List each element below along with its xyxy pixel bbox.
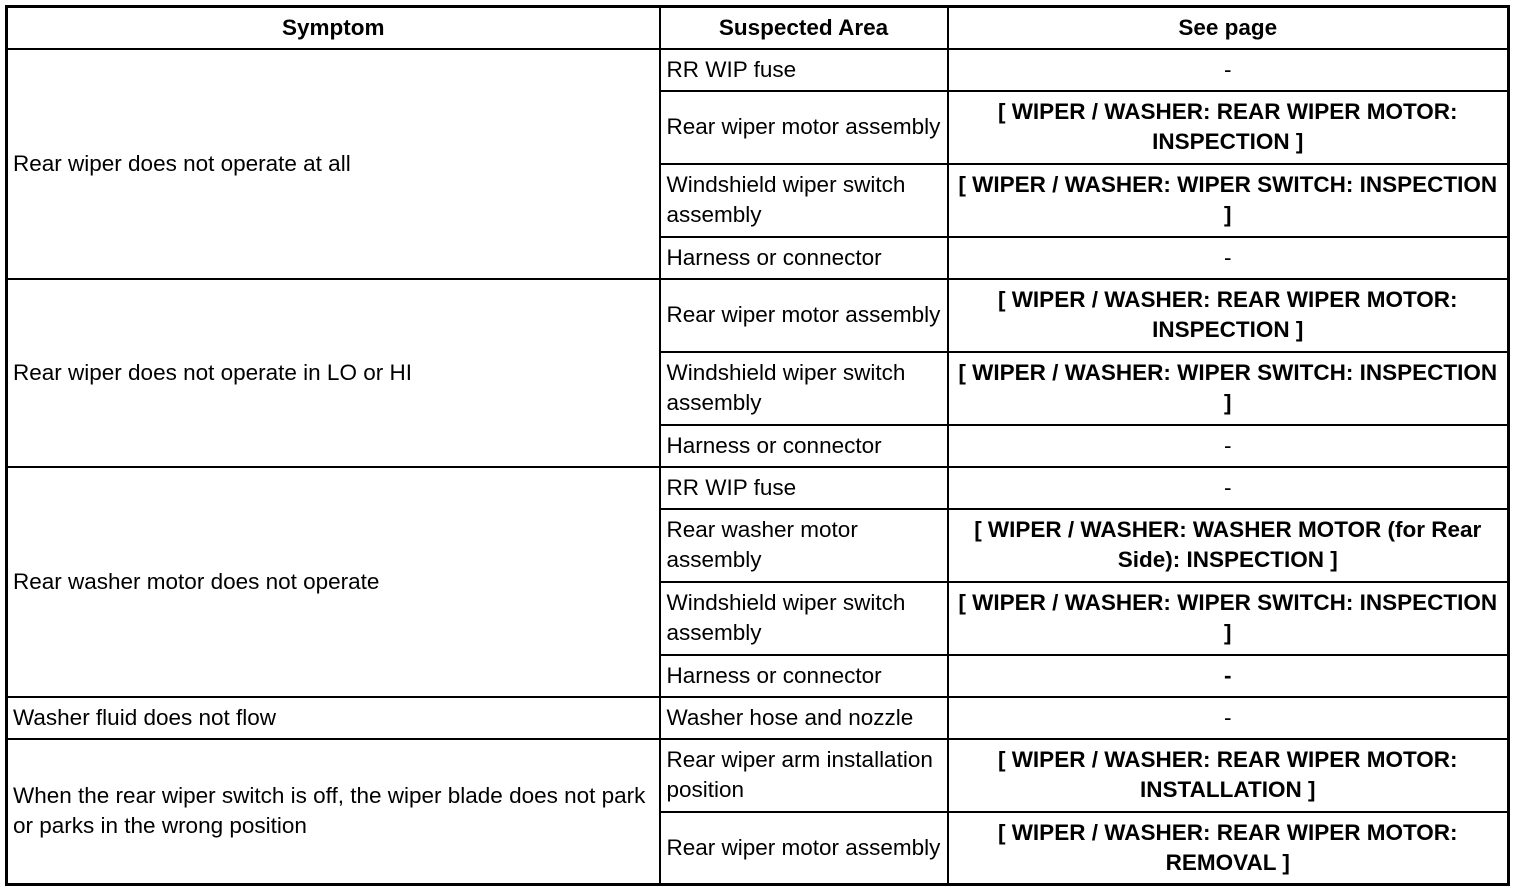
- header-symptom: Symptom: [7, 7, 660, 49]
- suspected-area-cell: Rear washer motor assembly: [660, 509, 948, 582]
- symptom-cell: When the rear wiper switch is off, the wiper blade does not park or parks in the wrong position: [7, 739, 660, 885]
- suspected-area-cell: Windshield wiper switch assembly: [660, 582, 948, 655]
- table-row: [7, 49, 1509, 91]
- suspected-area-cell: Washer hose and nozzle: [660, 697, 948, 739]
- see-page-dash: -: [948, 49, 1509, 91]
- see-page-dash: -: [948, 425, 1509, 467]
- symptom-cell: Washer fluid does not flow: [7, 697, 660, 739]
- see-page-reference: [ WIPER / WASHER: WASHER MOTOR (for Rear Side): INSPECTION ]: [948, 509, 1509, 582]
- suspected-area-cell: Harness or connector: [660, 655, 948, 697]
- see-page-reference: [ WIPER / WASHER: WIPER SWITCH: INSPECTION ]: [948, 582, 1509, 655]
- table-body: [7, 49, 1509, 885]
- troubleshooting-table: [5, 5, 1510, 886]
- suspected-area-cell: RR WIP fuse: [660, 467, 948, 509]
- suspected-area-cell: Rear wiper motor assembly: [660, 91, 948, 164]
- see-page-reference: [ WIPER / WASHER: REAR WIPER MOTOR: INSTALLATION ]: [948, 739, 1509, 812]
- suspected-area-cell: Windshield wiper switch assembly: [660, 164, 948, 237]
- see-page-dash: -: [948, 467, 1509, 509]
- header-row: [7, 7, 1509, 49]
- symptom-cell: Rear wiper does not operate at all: [7, 49, 660, 279]
- table-row: [7, 467, 1509, 509]
- see-page-dash: -: [948, 655, 1509, 697]
- suspected-area-cell: Harness or connector: [660, 237, 948, 279]
- suspected-area-cell: RR WIP fuse: [660, 49, 948, 91]
- suspected-area-cell: Rear wiper motor assembly: [660, 812, 948, 885]
- see-page-reference: [ WIPER / WASHER: WIPER SWITCH: INSPECTION ]: [948, 164, 1509, 237]
- see-page-reference: [ WIPER / WASHER: REAR WIPER MOTOR: INSPECTION ]: [948, 91, 1509, 164]
- see-page-reference: [ WIPER / WASHER: REAR WIPER MOTOR: INSPECTION ]: [948, 279, 1509, 352]
- symptom-cell: Rear wiper does not operate in LO or HI: [7, 279, 660, 467]
- table-row: [7, 279, 1509, 352]
- table-row: [7, 697, 1509, 739]
- see-page-reference: [ WIPER / WASHER: REAR WIPER MOTOR: REMOVAL ]: [948, 812, 1509, 885]
- suspected-area-cell: Rear wiper arm installation position: [660, 739, 948, 812]
- see-page-dash: -: [948, 237, 1509, 279]
- see-page-reference: [ WIPER / WASHER: WIPER SWITCH: INSPECTION ]: [948, 352, 1509, 425]
- header-see-page: See page: [948, 7, 1509, 49]
- symptom-cell: Rear washer motor does not operate: [7, 467, 660, 697]
- see-page-dash: -: [948, 697, 1509, 739]
- table-row: [7, 739, 1509, 812]
- suspected-area-cell: Windshield wiper switch assembly: [660, 352, 948, 425]
- header-suspected-area: Suspected Area: [660, 7, 948, 49]
- suspected-area-cell: Harness or connector: [660, 425, 948, 467]
- suspected-area-cell: Rear wiper motor assembly: [660, 279, 948, 352]
